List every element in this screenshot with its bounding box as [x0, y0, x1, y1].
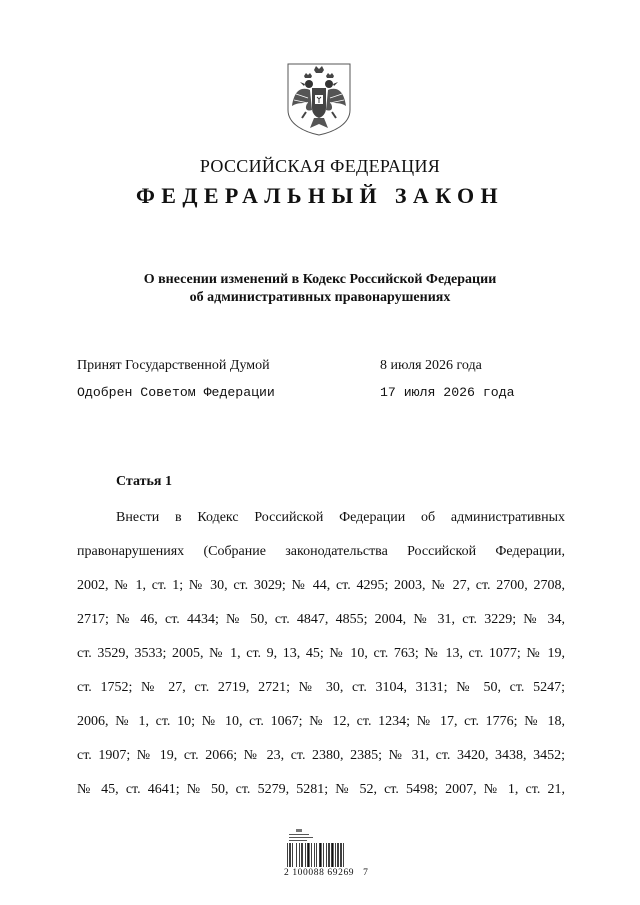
- article-text-line: ст. 1907; № 19, ст. 2066; № 23, ст. 2380, 2385; № 31, ст. 3420, 3438, 3452;: [77, 748, 565, 763]
- article-text-line: 2006, № 1, ст. 10; № 10, ст. 1067; № 12, ст. 1234; № 17, ст. 1776; № 18,: [77, 714, 565, 729]
- article-text-line: 2717; № 46, ст. 4434; № 50, ст. 4847, 4855; 2004, № 31, ст. 3229; № 34,: [77, 612, 565, 627]
- barcode-number: 2 100088 69269 7: [284, 868, 369, 878]
- duma-adoption-label: Принят Государственной Думой: [77, 358, 270, 373]
- law-title: [0, 271, 640, 307]
- article-text-line: 2002, № 1, ст. 1; № 30, ст. 3029; № 44, ст. 4295; 2003, № 27, ст. 2700, 2708,: [77, 578, 565, 593]
- law-title-line-1: О внесении изменений в Кодекс Российской Федерации: [143, 272, 497, 287]
- coat-of-arms-icon: [286, 62, 352, 136]
- registration-stamp-icon: [288, 828, 314, 842]
- article-text-line: ст. 3529, 3533; 2005, № 1, ст. 9, 13, 45; № 10, ст. 763; № 13, ст. 1077; № 19,: [77, 646, 565, 661]
- article-heading: Статья 1: [116, 474, 172, 489]
- council-approval-label: Одобрен Советом Федерации: [77, 385, 275, 400]
- country-name: РОССИЙСКАЯ ФЕДЕРАЦИЯ: [199, 156, 441, 176]
- law-title-line-2: об административных правонарушениях: [189, 290, 451, 305]
- article-text-line: правонарушениях (Собрание законодательства Российской Федерации,: [77, 544, 565, 559]
- barcode-icon: [286, 843, 364, 869]
- article-text-line: ст. 1752; № 27, ст. 2719, 2721; № 30, ст. 3104, 3131; № 50, ст. 5247;: [77, 680, 565, 695]
- council-approval-date: 17 июля 2026 года: [380, 385, 515, 400]
- article-text-line: Внести в Кодекс Российской Федерации об административных: [116, 510, 565, 525]
- article-text-line: № 45, ст. 4641; № 50, ст. 5279, 5281; № 52, ст. 5498; 2007, № 1, ст. 21,: [77, 782, 565, 797]
- law-type-heading: ФЕДЕРАЛЬНЫЙ ЗАКОН: [135, 183, 505, 208]
- duma-adoption-date: 8 июля 2026 года: [380, 358, 482, 373]
